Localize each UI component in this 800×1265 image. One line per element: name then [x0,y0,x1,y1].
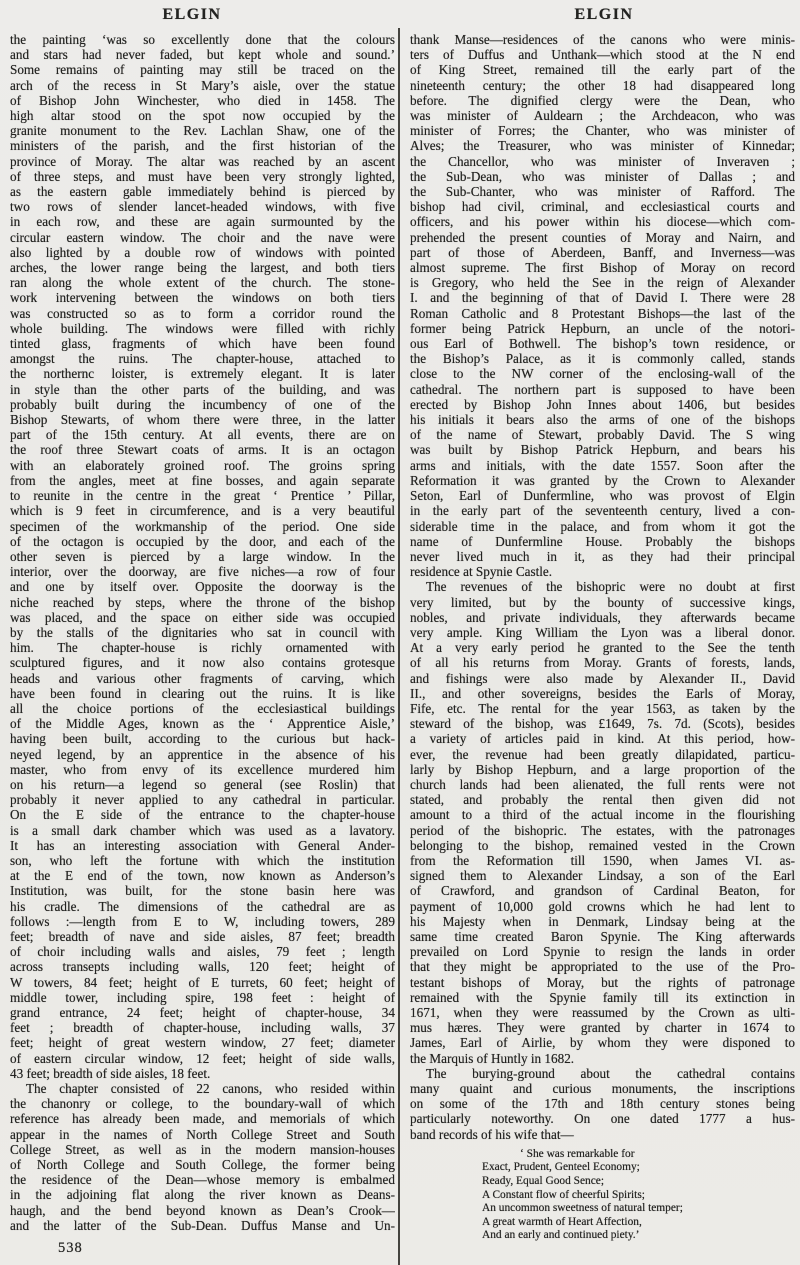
text-line: of King Street, remained till the early part of the [410,62,795,78]
text-line: master, who from envy of its excellence murdered him [10,761,395,777]
text-line: Ready, Equal Good Sence; [482,1175,604,1188]
text-line: mus hæres. They were granted by charter in 1674 to [410,1020,795,1036]
text-line: probably it never applied to any cathedral in particular. [10,792,395,808]
text-line: prevailed on Lord Spynie to resign the lands in order [410,944,795,960]
text-line: Alves; the Treasurer, who was minister of Kinnedar; [410,138,795,154]
text-line: him. The chapter-house is richly ornamented with [10,640,395,656]
column-divider-rule [398,28,400,1265]
text-line: residence at Spynie Castle. [410,564,553,580]
text-line: feet; breadth of nave and side aisles, 87 feet; breadth [10,928,395,944]
text-line: and stars had never faded, but kept whole and sound.’ [10,47,395,63]
text-line: of Crawford, and grandson of Cardinal Beaton, for [410,883,795,899]
text-line: of the octagon is occupied by the door, and each of the [10,533,395,549]
text-line: before. The dignified clergy were the Dean, who [410,92,795,108]
text-line: in style than the other parts of the building, and was [10,381,395,397]
text-line: the Chancellor, who was minister of Inveraven ; [410,153,795,169]
text-line: bishop had civil, criminal, and ecclesiastical courts and [410,199,795,215]
text-line: was constructed so as to form a corridor round the [10,305,395,321]
text-line: It has an interesting association with General Ander- [10,837,395,853]
text-line: granite monument to the Rev. Lachlan Shaw, one of the [10,123,395,139]
text-line: nineteenth century; the other 18 had disappeared long [410,77,795,93]
text-line: whole building. The windows were filled with richly [10,320,395,336]
text-line: other seven is pierced by a large window. In the [10,548,395,564]
text-line: from the angles, meet at fine bosses, and again separate [10,472,395,488]
text-line: sculptured figures, and it now also contains grotesque [10,655,395,671]
text-line: Seton, Earl of Dunfermline, who was provost of Elgin [410,488,795,504]
column-right [410,32,795,1243]
text-line: heads and various other fragments of carving, which [10,670,395,686]
text-line: have been found in clearing out the ruins. It is like [10,685,395,701]
text-line: signed them to Alexander Lindsay, a son of the Earl [410,868,795,884]
text-line: prehended the present counties of Moray and Nairn, and [410,229,795,245]
text-line: former being Patrick Hepburn, an uncle of the notori- [410,320,795,336]
text-line: testant bishops of Moray, but the rights of patronage [410,974,795,990]
text-line: minister of Forres; the Chanter, who was minister of [410,123,795,139]
text-line: of three steps, and must have been very strongly lighted, [10,168,395,184]
text-line: which is 9 feet in circumference, and is a very beautiful [10,503,395,519]
text-line: was placed, and the space on either side was occupied [10,609,395,625]
paragraph [410,579,795,1066]
text-line: A Constant flow of cheerful Spirits; [482,1188,645,1201]
text-line: with an elaborately groined roof. The groins spring [10,457,395,473]
text-line: in the early part of the seventeenth century, lived a con- [410,503,795,519]
text-line: officers, and his power within his diocese—which com- [410,214,795,230]
text-line: 1671, when they were reassumed by the Crown as ulti- [410,1005,795,1020]
text-line: church lands had been alienated, the full rents were not [410,776,795,792]
text-line: ters of Duffus and Unthank—which stood at the N end [410,47,795,63]
text-line: The chapter consisted of 22 canons, who resided within [26,1081,395,1097]
text-line: haugh, and the bend beyond known as Dean’s Crook— [10,1202,395,1218]
text-line: his initials it bears also the arms of one of the bishops [410,412,795,428]
text-line: I. and the beginning of that of David I. There were 28 [410,290,795,306]
text-line: his cradle. The dimensions of the cathedral are as [10,898,395,914]
text-line: Reformation it was granted by the Crown to Alexander [410,472,795,488]
text-line: of North College and South College, the former being [10,1157,395,1173]
text-line: remained with the Spynie family till its extinction in [410,989,795,1005]
text-line: also lighted by a double row of windows with pointed [10,244,395,260]
text-line: siderable time in the palace, and from whom it got the [410,518,795,534]
paragraph [410,1066,795,1142]
text-line: thank Manse—residences of the canons who were minis- [410,32,795,47]
text-line: the Sub-Dean, who was minister of Dallas ; and [410,168,795,184]
paragraph [410,32,795,579]
text-line: band records of his wife that— [410,1126,574,1142]
text-line: belonging to the bishop, remained vested in the Crown [410,837,795,853]
text-line: at the E end of the town, now known as Anderson’s [10,868,395,884]
text-line: work intervening between the windows on both tiers [10,290,395,306]
text-line: part of those of Aberdeen, Banff, and Inverness—was [410,244,795,260]
text-line: period of the bishopric. The estates, with the patronages [410,822,795,838]
paragraph [10,1081,395,1233]
text-line: niche reached by steps, where the throne of the bishop [10,594,395,610]
text-line: name of Dunfermline House. Probably the bishops [410,533,795,549]
text-line: the Bishop’s Palace, as it is commonly called, stands [410,351,795,367]
text-line: cathedral. The northern part is supposed to have been [410,381,795,397]
text-line: and the latter of the Sub-Dean. Duffus Manse and Un- [10,1217,395,1233]
text-line: the northernc loister, is extremely elegant. It is later [10,366,395,382]
text-line: of Bishop John Winchester, who died in 1458. The [10,92,395,108]
text-line: a variety of articles paid in kind. At this period, how- [410,731,795,747]
text-line: ran along the whole extent of the church. The stone- [10,275,395,291]
text-line: is Gregory, who held the See in the reign of Alexander [410,275,795,291]
text-line: erected by Bishop John Innes about 1406, but besides [410,396,795,412]
text-line: was minister of Auldearn ; the Archdeacon, who was [410,108,795,124]
text-line: feet ; breadth of chapter-house, including walls, 37 [10,1020,395,1036]
text-line: arches, the lower range being the largest, and both tiers [10,260,395,276]
text-line: On the E side of the entrance to the chapter-house [10,807,395,823]
text-line: very limited, but by the bounty of successive kings, [410,594,795,610]
text-line: on his return—a legend so general (see Roslin) that [10,776,395,792]
text-line: and fishings were also made by Alexander II., David [410,670,795,686]
text-line: the residence of the Dean—whose memory is embalmed [10,1172,395,1188]
paragraph [10,32,395,1081]
text-line: his Majesty when in Denmark, Lindsay being at the [410,913,795,929]
text-line: At a very early period he granted to the See the tenth [410,640,795,656]
text-line: amongst the ruins. The chapter-house, attached to [10,351,395,367]
text-line: feet; height of great western window, 27 feet; diameter [10,1035,395,1051]
text-line: the Marquis of Huntly in 1682. [410,1050,575,1066]
text-line: two rows of slender lancet-headed windows, with five [10,199,395,215]
text-line: very ample. King William the Lyon was a liberal donor. [410,624,795,640]
text-line: never lived much in it, as they had their principal [410,548,795,564]
running-header-right: ELGIN [574,6,634,23]
verse-block [482,1148,795,1243]
text-line: follows :—length from E to W, including towers, 289 [10,913,395,929]
text-line: ever, the revenue had been greatly dilapidated, particu- [410,746,795,762]
text-line: Institution, was built, for the stone basin here was [10,883,395,899]
text-line: The burying-ground about the cathedral contains [426,1065,795,1081]
text-line: The revenues of the bishopric were no doubt at first [426,579,795,595]
text-line: across transepts including walls, 120 feet; height of [10,959,395,975]
text-line: ‘ She was remarkable for [520,1147,635,1160]
text-line: and one by itself over. Opposite the doorway is the [10,579,395,595]
text-line: of all his returns from Moray. Grants of forests, lands, [410,655,795,671]
running-header-left: ELGIN [162,6,222,23]
text-line: of the Middle Ages, known as the ‘ Apprentice Aisle,’ [10,716,395,732]
text-line: to reunite in the centre in the great ‘ Prentice ’ Pillar, [10,488,395,504]
text-line: middle tower, including spire, 198 feet : height of [10,989,395,1005]
text-line: almost supreme. The first Bishop of Moray on record [410,260,795,276]
text-line: close to the NW corner of the enclosing-wall of the [410,366,795,382]
text-line: of the name of Stewart, probably David. The S wing [410,427,795,443]
text-line: the roof three Stewart coats of arms. It is an octagon [10,442,395,458]
text-line: grand entrance, 24 feet; height of chapter-house, 34 [10,1005,395,1020]
text-line: A great warmth of Heart Affection, [482,1215,642,1228]
text-line: was built by Bishop Patrick Hepburn, and bears his [410,442,795,458]
text-line: of choir including walls and aisles, 79 feet ; length [10,944,395,960]
text-line: neyed legend, by an apprentice in the absence of his [10,746,395,762]
text-line: specimen of the workmanship of the period. One side [10,518,395,534]
page-number: 538 [58,1240,83,1256]
text-line: And an early and continued piety.’ [482,1229,640,1242]
text-line: Exact, Prudent, Genteel Economy; [482,1161,640,1174]
text-line: of eastern circular window, 12 feet; height of side walls, [10,1050,395,1066]
text-line: the chanonry or college, to the boundary-wall of which [10,1096,395,1112]
text-line: in the adjoining flat along the river known as Deans- [10,1187,395,1203]
text-line: Bishop Stewarts, of whom there were three, in the latter [10,412,395,428]
text-line: W towers, 84 feet; height of E turrets, 60 feet; height of [10,974,395,990]
text-line: Roman Catholic and 8 Protestant Bishops—the last of the [410,305,795,321]
text-line: that they might be appropriated to the use of the Pro- [410,959,795,975]
text-line: high altar stood on the spot now occupied by the [10,108,395,124]
text-line: son, who left the fortune with which the institution [10,852,395,868]
text-line: province of Moray. The altar was reached by an ascent [10,153,395,169]
text-line: tinted glass, fragments of which have been found [10,336,395,352]
text-line: II., and other sovereigns, besides the Earls of Moray, [410,685,795,701]
text-line: same time created Baron Spynie. The King afterwards [410,928,795,944]
text-line: ministers of the parish, and the first historian of the [10,138,395,154]
text-line: having been built, according to the curious but hack- [10,731,395,747]
text-line: arch of the recess in St Mary’s aisle, over the statue [10,77,395,93]
text-line: nobles, and private individuals, they afterwards became [410,609,795,625]
text-line: on some of the 17th and 18th century stones being [410,1096,795,1112]
text-line: in each row, and these are again surmounted by the [10,214,395,230]
text-line: appear in the names of North College Street and South [10,1126,395,1142]
text-line: steward of the bishop, was £1649, 7s. 7d. (Scots), besides [410,716,795,732]
text-line: An uncommon sweetness of natural temper; [482,1202,683,1215]
text-line: circular eastern window. The choir and the nave were [10,229,395,245]
text-line: ous Earl of Bothwell. The bishop’s town residence, or [410,336,795,352]
text-line: stated, and probably the rental then given did not [410,792,795,808]
text-line: part of the 15th century. At all events, there are on [10,427,395,443]
text-line: amount to a third of the actual income in the flourishing [410,807,795,823]
text-line: Fife, etc. The rental for the year 1563, as taken by the [410,700,795,716]
text-line: interior, over the doorway, are five niches—a row of four [10,564,395,580]
text-line: larly by Bishop Hepburn, and a large proportion of the [410,761,795,777]
column-left [10,32,395,1233]
text-line: reference has already been made, and memorials of which [10,1111,395,1127]
text-line: by the stalls of the dignitaries who sat in council with [10,624,395,640]
text-line: all the choice portions of the ecclesiastical buildings [10,700,395,716]
text-line: 43 feet; breadth of side aisles, 18 feet. [10,1065,211,1081]
text-line: the Sub-Chanter, who was minister of Rafford. The [410,184,795,200]
text-line: College Street, as well as in the modern mansion-houses [10,1141,395,1157]
text-line: arms and initials, with the date 1557. Soon after the [410,457,795,473]
text-line: from the Reformation till 1590, when James VI. as- [410,852,795,868]
text-line: the painting ‘was so excellently done that the colours [10,32,395,47]
text-line: as the eastern gable immediately behind is pierced by [10,184,395,200]
text-line: particularly noteworthy. On one dated 1777 a hus- [410,1111,795,1127]
text-line: is a small dark chamber which was used as a lavatory. [10,822,395,838]
text-line: Some remains of painting may still be traced on the [10,62,395,78]
text-line: probably built during the incumbency of one of the [10,396,395,412]
text-line: payment of 10,000 gold crowns which he had lent to [410,898,795,914]
text-line: many quaint and curious monuments, the inscriptions [410,1081,795,1097]
text-line: James, Earl of Airlie, by whom they were disponed to [410,1035,795,1051]
